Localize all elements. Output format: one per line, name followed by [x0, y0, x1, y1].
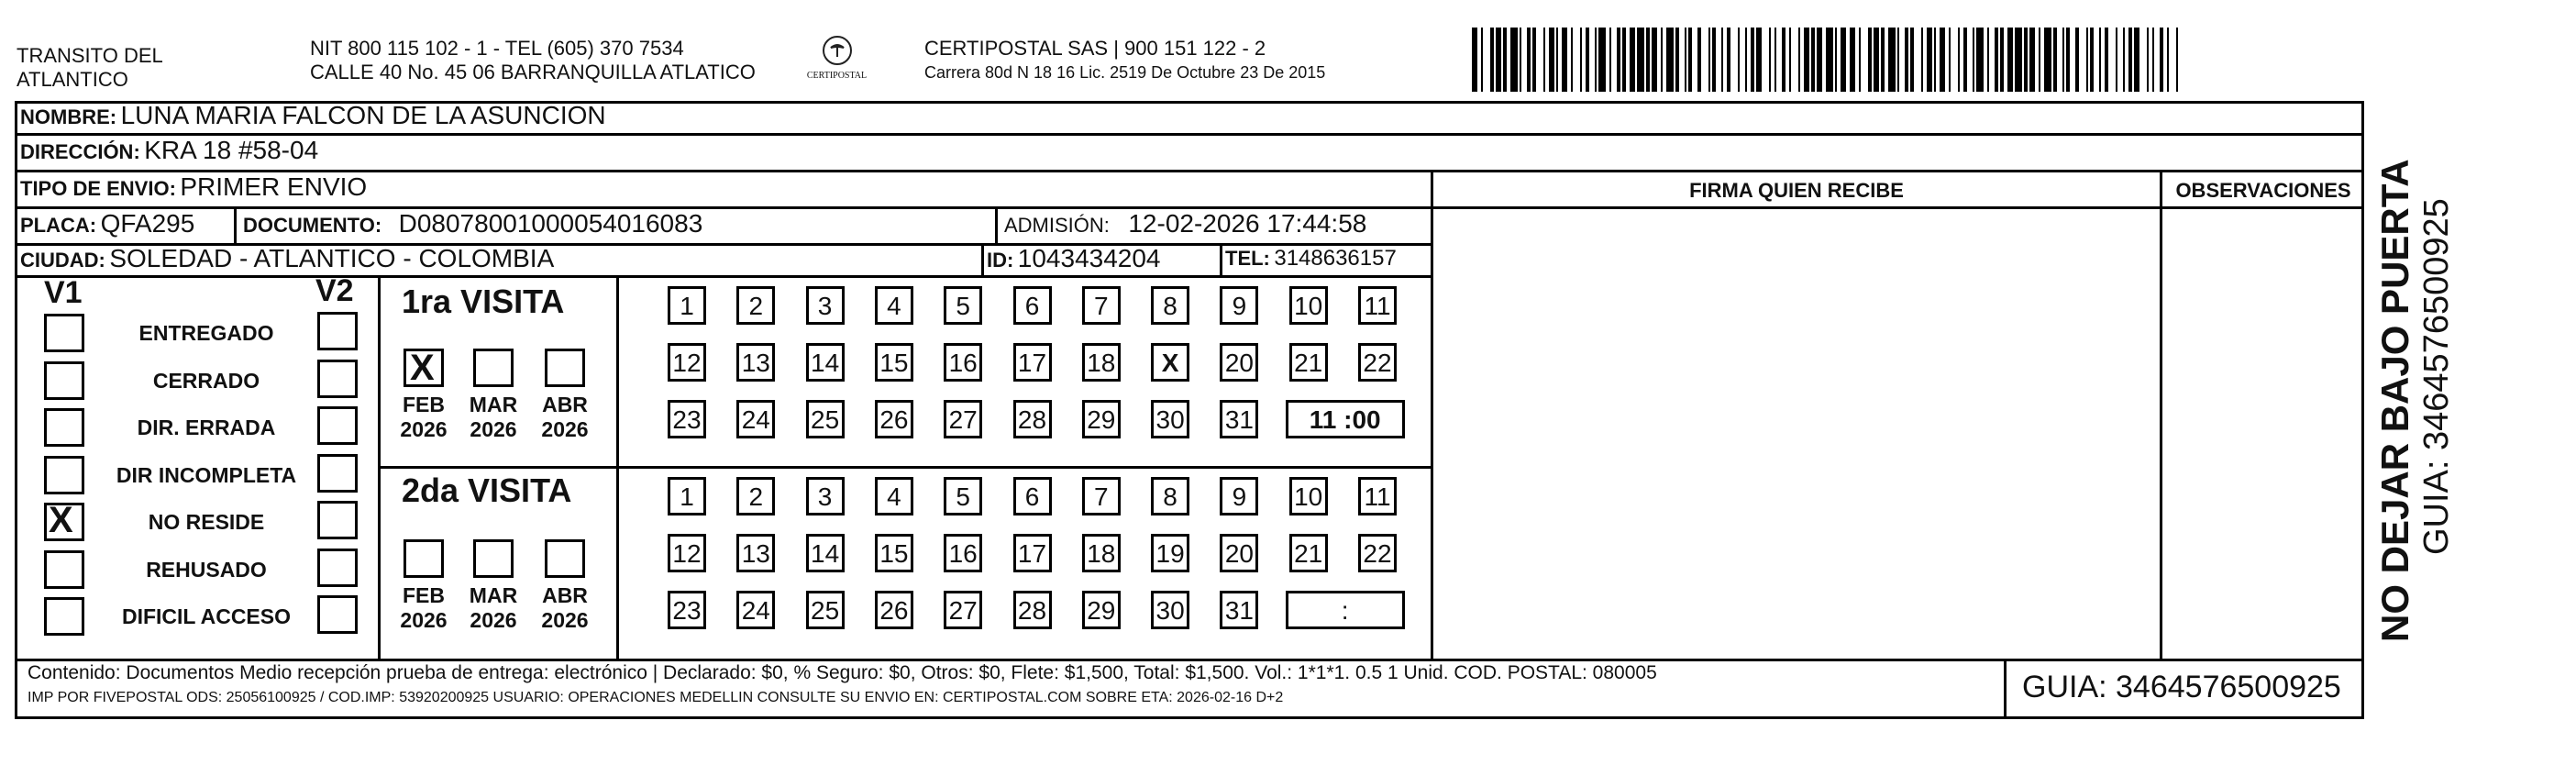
day-box[interactable]: 2	[736, 477, 775, 515]
time-box[interactable]: :	[1286, 591, 1405, 629]
admision-row	[1004, 209, 1366, 238]
barcode-bar	[1598, 28, 1606, 92]
month-checkbox[interactable]	[404, 539, 444, 578]
id-label: ID:	[987, 249, 1014, 272]
barcode-bar	[1730, 28, 1738, 92]
day-box[interactable]: 21	[1289, 343, 1328, 382]
v2-checkbox[interactable]	[317, 360, 358, 398]
day-box[interactable]: 24	[736, 400, 775, 438]
day-box[interactable]: 1	[668, 477, 706, 515]
day-box[interactable]: 11	[1358, 286, 1397, 325]
day-box[interactable]: 31	[1220, 591, 1258, 629]
day-box[interactable]: 3	[806, 477, 845, 515]
v1-checkbox[interactable]	[44, 550, 84, 589]
barcode-bar	[1826, 28, 1833, 92]
agency-line-2: ATLANTICO	[17, 68, 128, 91]
month-year	[396, 393, 451, 442]
ciudad-label: CIUDAD:	[20, 249, 105, 272]
documento-value: D08078001000054016083	[398, 209, 703, 238]
barcode-bar	[1861, 28, 1868, 92]
day-box[interactable]: 26	[875, 400, 913, 438]
year-label: 2026	[541, 417, 589, 441]
year-label: 2026	[470, 608, 517, 632]
month-label: MAR	[469, 583, 518, 607]
day-box[interactable]: 20	[1220, 343, 1258, 382]
documento-row	[243, 209, 702, 238]
month-checkbox[interactable]	[473, 349, 514, 387]
day-box[interactable]: 5	[944, 477, 982, 515]
no-dejar-text: NO DEJAR BAJO PUERTA	[2373, 159, 2416, 642]
admision-label: ADMISIÓN:	[1004, 214, 1110, 237]
day-box[interactable]: 15	[875, 534, 913, 572]
barcode-bar	[1762, 28, 1769, 92]
year-label: 2026	[541, 608, 589, 632]
barcode-bar	[1951, 28, 1958, 92]
day-box[interactable]: 12	[668, 343, 706, 382]
day-box[interactable]: 26	[875, 591, 913, 629]
day-box[interactable]: 17	[1013, 534, 1052, 572]
nombre-label: NOMBRE:	[20, 105, 117, 128]
month-checkbox[interactable]	[473, 539, 514, 578]
nombre-row	[20, 101, 606, 130]
day-box[interactable]: 28	[1013, 591, 1052, 629]
month-checkbox[interactable]	[545, 349, 585, 387]
barcode-bar	[1573, 28, 1580, 92]
month-mark-icon: X	[410, 348, 435, 388]
day-box[interactable]: 28	[1013, 400, 1052, 438]
day-box[interactable]: 24	[736, 591, 775, 629]
v2-checkbox[interactable]	[317, 406, 358, 445]
status-label: CERRADO	[152, 368, 260, 393]
v1-checkbox[interactable]	[44, 314, 84, 352]
nombre-value: LUNA MARIA FALCON DE LA ASUNCION	[120, 101, 606, 129]
admision-value: 12-02-2026 17:44:58	[1128, 209, 1367, 238]
v1-checkbox[interactable]	[44, 500, 84, 541]
ciudad-value: SOLEDAD - ATLANTICO - COLOMBIA	[109, 244, 555, 272]
v1-checkbox[interactable]	[44, 361, 84, 400]
month-label: ABR	[542, 583, 588, 607]
month-label: ABR	[542, 393, 588, 416]
day-box[interactable]: 16	[944, 534, 982, 572]
year-label: 2026	[470, 417, 517, 441]
tipo-value: PRIMER ENVIO	[180, 172, 368, 201]
tel-value: 3148636157	[1274, 246, 1397, 271]
day-box[interactable]: 27	[944, 591, 982, 629]
month-label: FEB	[403, 583, 445, 607]
barcode-bar	[1976, 28, 1984, 92]
courier-info	[924, 37, 1325, 84]
v1-checkbox[interactable]	[44, 408, 84, 447]
direccion-label: DIRECCIÓN:	[20, 140, 140, 163]
barcode	[1472, 28, 2187, 92]
day-box[interactable]: 15	[875, 343, 913, 382]
day-box[interactable]: 21	[1289, 534, 1328, 572]
id-row	[987, 244, 1161, 273]
day-box[interactable]: 20	[1220, 534, 1258, 572]
day-box[interactable]: 17	[1013, 343, 1052, 382]
status-label: REHUSADO	[146, 557, 267, 582]
month-year	[537, 583, 592, 633]
agency-contact	[310, 37, 756, 84]
day-box[interactable]: 30	[1151, 400, 1189, 438]
v2-checkbox[interactable]	[317, 312, 358, 350]
day-box[interactable]: 25	[806, 400, 845, 438]
day-box[interactable]: 2	[736, 286, 775, 325]
barcode-bar	[2108, 28, 2116, 92]
documento-label: DOCUMENTO:	[243, 214, 382, 237]
month-checkbox[interactable]	[404, 349, 444, 387]
day-box[interactable]: 7	[1082, 286, 1121, 325]
day-box-marked[interactable]: X	[1151, 343, 1189, 382]
month-year	[396, 583, 451, 633]
month-year	[466, 393, 521, 442]
logo-text: CERTIPOSTAL	[806, 71, 868, 81]
tipo-label: TIPO DE ENVIO:	[20, 177, 176, 200]
direccion-value: KRA 18 #58-04	[144, 136, 319, 164]
year-label: 2026	[400, 608, 448, 632]
barcode-bar	[1483, 28, 1490, 92]
v2-checkbox[interactable]	[317, 549, 358, 587]
v2-label: V2	[315, 273, 354, 308]
certipostal-logo	[793, 35, 880, 81]
v1-label: V1	[44, 275, 83, 310]
day-box[interactable]: 10	[1289, 477, 1328, 515]
year-label: 2026	[400, 417, 448, 441]
day-box[interactable]: 14	[806, 343, 845, 382]
barcode-bar	[1510, 28, 1518, 92]
status-label: ENTREGADO	[138, 321, 274, 345]
id-value: 1043434204	[1017, 244, 1161, 272]
barcode-bar	[2079, 28, 2086, 92]
day-box[interactable]: 11	[1358, 477, 1397, 515]
day-box[interactable]: 9	[1220, 286, 1258, 325]
side-guia-text: GUIA: 3464576500925	[2417, 198, 2456, 555]
logo-icon	[822, 35, 853, 66]
tipo-row	[20, 172, 367, 202]
month-label: FEB	[403, 393, 445, 416]
v1-checkbox[interactable]	[44, 456, 84, 494]
day-box[interactable]: 1	[668, 286, 706, 325]
day-box[interactable]: 29	[1082, 591, 1121, 629]
day-box[interactable]: 6	[1013, 286, 1052, 325]
day-box[interactable]: 23	[668, 400, 706, 438]
placa-row	[20, 209, 194, 238]
agency-nit: NIT 800 115 102 - 1 - TEL (605) 370 7534	[310, 37, 684, 60]
placa-label: PLACA:	[20, 214, 97, 237]
month-label: MAR	[469, 393, 518, 416]
day-box[interactable]: 3	[806, 286, 845, 325]
day-box[interactable]: 9	[1220, 477, 1258, 515]
day-box[interactable]: 27	[944, 400, 982, 438]
visit1-title: 1ra VISITA	[402, 283, 565, 320]
day-box[interactable]: 4	[875, 477, 913, 515]
status-label: DIR. ERRADA	[137, 416, 276, 439]
v1-checkbox[interactable]	[44, 597, 84, 636]
day-box[interactable]: 22	[1358, 343, 1397, 382]
v2-checkbox[interactable]	[317, 595, 358, 634]
day-box[interactable]: 30	[1151, 591, 1189, 629]
day-box[interactable]: 13	[736, 343, 775, 382]
barcode-bar	[1637, 28, 1644, 92]
v2-checkbox[interactable]	[317, 501, 358, 539]
status-label: DIR INCOMPLETA	[116, 462, 297, 487]
day-box[interactable]: 19	[1151, 534, 1189, 572]
barcode-bar	[2139, 28, 2147, 92]
day-box[interactable]: 22	[1358, 534, 1397, 572]
day-box[interactable]: 8	[1151, 477, 1189, 515]
agency-address: CALLE 40 No. 45 06 BARRANQUILLA ATLATICO	[310, 61, 756, 83]
barcode-bar	[1914, 28, 1921, 92]
courier-name: CERTIPOSTAL SAS | 900 151 122 - 2	[924, 37, 1266, 60]
visit2-title: 2da VISITA	[402, 471, 572, 509]
agency-name	[17, 44, 163, 92]
day-box[interactable]: 6	[1013, 477, 1052, 515]
checkmark-icon: X	[49, 500, 73, 540]
month-year	[466, 583, 521, 633]
barcode-bar	[1536, 28, 1543, 92]
barcode-bar	[1666, 28, 1674, 92]
barcode-bar	[1701, 28, 1708, 92]
firma-header: FIRMA QUIEN RECIBE	[1689, 179, 1904, 202]
day-box[interactable]: 18	[1082, 534, 1121, 572]
day-box[interactable]: 7	[1082, 477, 1121, 515]
observaciones-header: OBSERVACIONES	[2175, 179, 2351, 202]
day-box[interactable]: 18	[1082, 343, 1121, 382]
day-box[interactable]: 16	[944, 343, 982, 382]
barcode-bar	[2044, 28, 2051, 92]
day-box[interactable]: 23	[668, 591, 706, 629]
month-year	[537, 393, 592, 442]
barcode-bar	[2169, 28, 2176, 92]
month-checkbox[interactable]	[545, 539, 585, 578]
agency-line-1: TRANSITO DEL	[17, 44, 163, 67]
day-box[interactable]: 13	[736, 534, 775, 572]
day-box[interactable]: 29	[1082, 400, 1121, 438]
barcode-bar	[2176, 28, 2178, 92]
tel-row	[1225, 246, 1397, 272]
placa-value: QFA295	[100, 209, 195, 238]
v2-checkbox[interactable]	[317, 454, 358, 493]
day-box[interactable]: 10	[1289, 286, 1328, 325]
direccion-row	[20, 136, 318, 165]
ciudad-row	[20, 244, 554, 273]
day-box[interactable]: 5	[944, 286, 982, 325]
footer-contenido: Contenido: Documentos Medio recepción prueba de entrega: electrónico | Declarado: $0, % Seguro: $0, Otros: $0, Flete: $1,500, Total: $1,500. Vol.: 1*1*1. 0.5 1 Unid. COD. POSTAL: 080005	[28, 662, 1657, 683]
day-box[interactable]: 4	[875, 286, 913, 325]
day-box[interactable]: 31	[1220, 400, 1258, 438]
time-box[interactable]: 11 :00	[1286, 400, 1405, 438]
footer-guia: GUIA: 3464576500925	[2022, 670, 2341, 704]
tel-label: TEL:	[1225, 247, 1270, 270]
status-label: NO RESIDE	[148, 510, 265, 534]
day-box[interactable]: 8	[1151, 286, 1189, 325]
barcode-bar	[1888, 28, 1896, 92]
footer-imp: IMP POR FIVEPOSTAL ODS: 25056100925 / COD.IMP: 53920200925 USUARIO: OPERACIONES MEDELLIN CONSULTE SU ENVIO EN: CERTIPOSTAL.COM SOBRE ETA: 2026-02-16 D+2	[28, 690, 1284, 705]
day-box[interactable]: 25	[806, 591, 845, 629]
status-label: DIFICIL ACCESO	[121, 604, 291, 628]
barcode-bar	[2015, 28, 2022, 92]
day-box[interactable]: 14	[806, 534, 845, 572]
barcode-bar	[1791, 28, 1798, 92]
courier-license: Carrera 80d N 18 16 Lic. 2519 De Octubre 23 De 2015	[924, 63, 1326, 82]
day-box[interactable]: 12	[668, 534, 706, 572]
